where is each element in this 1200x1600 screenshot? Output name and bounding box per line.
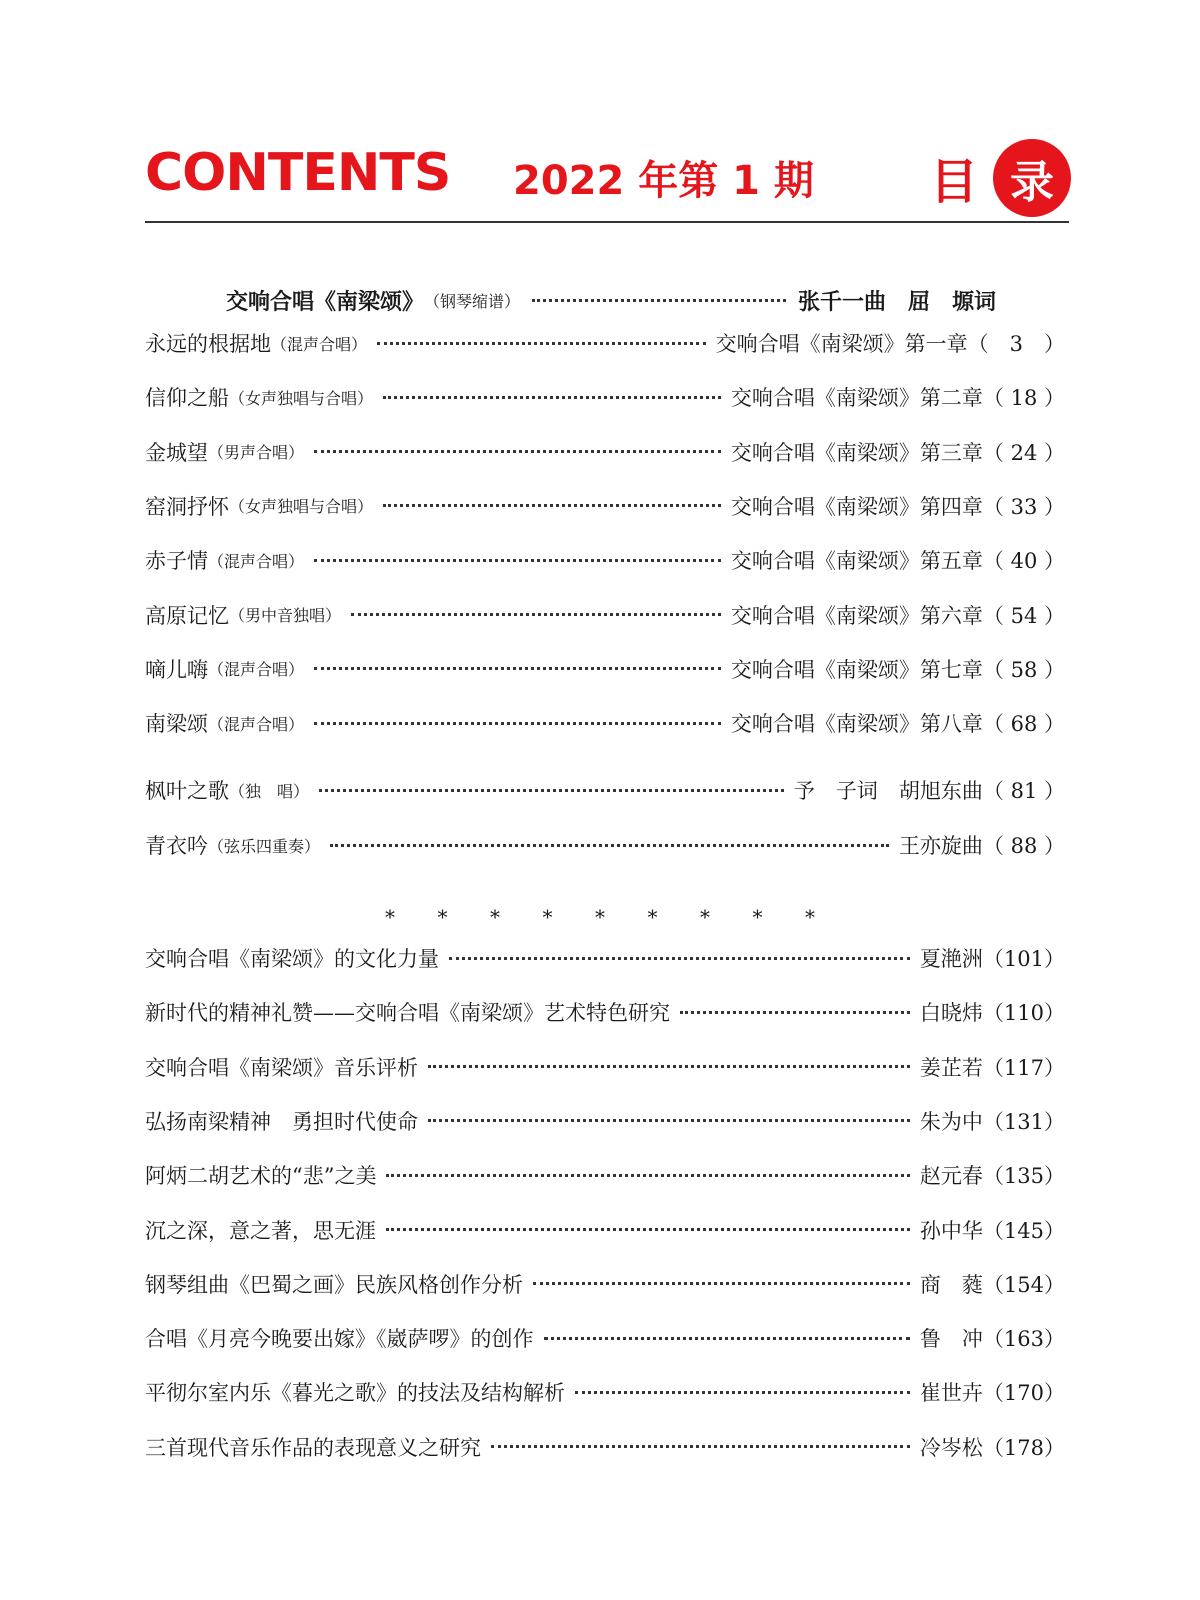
entry-page-ref: 赵元春（135） xyxy=(919,1164,1065,1189)
leader-dots xyxy=(330,844,889,847)
entry-page-ref: 交响合唱《南梁颂》第四章（ 33 ） xyxy=(730,494,1065,519)
issue-label: 2022 年第 1 期 xyxy=(513,158,814,204)
entry-page-ref: 孙中华（145） xyxy=(919,1218,1065,1243)
section-separator xyxy=(385,905,815,929)
toc-entry[interactable] xyxy=(145,595,1065,635)
leader-dots xyxy=(314,722,721,725)
toc-entry[interactable] xyxy=(145,825,1065,865)
separator-star: * xyxy=(700,905,710,929)
leader-dots xyxy=(575,1391,910,1394)
entry-title: 新时代的精神礼赞——交响合唱《南梁颂》艺术特色研究 xyxy=(145,1001,670,1026)
header-divider xyxy=(145,221,1069,223)
entry-page-ref: 交响合唱《南梁颂》第八章（ 68 ） xyxy=(730,712,1065,737)
entry-title: 阿炳二胡艺术的“悲”之美 xyxy=(145,1164,377,1189)
entry-page-ref: 姜芷若（117） xyxy=(919,1055,1065,1080)
entry-page-ref: 商 蕤（154） xyxy=(919,1272,1065,1297)
entry-page-ref: 交响合唱《南梁颂》第二章（ 18 ） xyxy=(730,386,1065,411)
leader-dots xyxy=(428,1119,910,1122)
entry-title: 青衣吟 xyxy=(145,834,208,858)
separator-star: * xyxy=(752,905,763,929)
mulu-circle-badge xyxy=(993,139,1071,217)
entry-page-ref: 鲁 冲（163） xyxy=(919,1327,1065,1352)
leader-dots xyxy=(491,1445,910,1448)
separator-star: * xyxy=(542,905,553,929)
toc-entry[interactable] xyxy=(145,1047,1065,1087)
entry-page-ref: 白晓炜（110） xyxy=(919,1001,1065,1026)
entry-title: 交响合唱《南梁颂》音乐评析 xyxy=(145,1055,418,1080)
entry-title: 三首现代音乐作品的表现意义之研究 xyxy=(145,1435,481,1460)
entry-page-ref: 朱为中（131） xyxy=(919,1109,1065,1134)
toc-entry[interactable] xyxy=(145,1264,1065,1304)
toc-entry[interactable] xyxy=(145,703,1065,743)
page-header xyxy=(145,135,1069,225)
leader-dots xyxy=(383,396,721,399)
toc-entry[interactable] xyxy=(145,1210,1065,1250)
entry-page-ref: 冷岑松（178） xyxy=(919,1435,1065,1460)
entry-note: （混声合唱） xyxy=(271,334,368,354)
toc-entry[interactable] xyxy=(145,540,1065,580)
mulu-char-lu: 录 xyxy=(1010,157,1054,208)
separator-star: * xyxy=(647,905,658,929)
toc-entry[interactable] xyxy=(145,992,1065,1032)
entry-title: 钢琴组曲《巴蜀之画》民族风格创作分析 xyxy=(145,1272,523,1297)
leader-dots xyxy=(319,789,784,792)
entry-note: （女声独唱与合唱） xyxy=(229,497,374,517)
toc-entry[interactable] xyxy=(145,1318,1065,1358)
entry-title: 沉之深，意之著，思无涯 xyxy=(145,1218,376,1243)
separator-star: * xyxy=(595,905,605,929)
entry-title: 赤子情 xyxy=(145,549,208,574)
entry-note: （弦乐四重奏） xyxy=(208,836,321,856)
entry-page-ref: 夏滟洲（101） xyxy=(919,947,1065,971)
toc-entry[interactable] xyxy=(145,1372,1065,1412)
entry-note: （女声独唱与合唱） xyxy=(229,388,374,408)
leader-dots xyxy=(314,450,721,453)
toc-entry[interactable] xyxy=(145,486,1065,526)
entry-title: 永远的根据地 xyxy=(145,332,271,356)
entry-title: 嘀儿嗨 xyxy=(145,657,208,682)
entry-page-ref: 交响合唱《南梁颂》第三章（ 24 ） xyxy=(730,440,1065,465)
leader-dots xyxy=(314,667,721,670)
leader-dots xyxy=(377,342,706,345)
entry-note: （男中音独唱） xyxy=(229,606,342,625)
entry-note: （独 唱） xyxy=(229,781,310,801)
entry-page-ref: 崔世卉（170） xyxy=(919,1381,1065,1406)
entry-title: 南梁颂 xyxy=(145,712,208,737)
leader-dots xyxy=(383,504,721,507)
leader-dots xyxy=(532,299,786,302)
separator-star: * xyxy=(490,905,500,929)
entry-title: 窑洞抒怀 xyxy=(145,494,229,519)
entry-page-ref: 予 子词 胡旭东曲（ 81 ） xyxy=(793,779,1065,803)
mulu-char-mu: 目 xyxy=(930,154,979,210)
entry-note: （混声合唱） xyxy=(208,660,305,680)
leader-dots xyxy=(386,1174,909,1177)
leader-dots xyxy=(544,1337,910,1340)
entry-note: （混声合唱） xyxy=(208,551,305,571)
entry-page-ref: 交响合唱《南梁颂》第七章（ 58 ） xyxy=(730,657,1065,682)
entry-note: （男声合唱） xyxy=(208,443,305,463)
toc-entry[interactable] xyxy=(145,323,1065,363)
leader-dots xyxy=(533,1282,910,1285)
toc-entry[interactable] xyxy=(145,770,1065,810)
entry-note: （混声合唱） xyxy=(208,714,305,734)
entry-title: 交响合唱《南梁颂》的文化力量 xyxy=(145,947,439,971)
suite-note: （钢琴缩谱） xyxy=(424,291,521,311)
entry-page-ref: 交响合唱《南梁颂》第五章（ 40 ） xyxy=(730,549,1065,574)
entry-page-ref: 王亦旋曲（ 88 ） xyxy=(898,834,1065,858)
entry-page-ref: 交响合唱《南梁颂》第一章（ 3 ） xyxy=(715,332,1065,356)
entry-page-ref: 交响合唱《南梁颂》第六章（ 54 ） xyxy=(730,603,1065,628)
separator-star: * xyxy=(385,905,395,929)
toc-entry[interactable] xyxy=(145,377,1065,417)
separator-star: * xyxy=(805,905,815,929)
leader-dots xyxy=(449,957,910,960)
toc-entry[interactable] xyxy=(145,1427,1065,1467)
contents-heading: CONTENTS xyxy=(145,143,451,203)
toc-entry[interactable] xyxy=(145,432,1065,472)
separator-star: * xyxy=(437,905,448,929)
entry-title: 金城望 xyxy=(145,440,208,465)
suite-title: 交响合唱《南梁颂》 xyxy=(226,289,425,315)
leader-dots xyxy=(386,1228,910,1231)
toc-entry[interactable] xyxy=(145,649,1065,689)
leader-dots xyxy=(351,613,721,616)
entry-title: 平彻尔室内乐《暮光之歌》的技法及结构解析 xyxy=(145,1381,565,1406)
entry-title: 枫叶之歌 xyxy=(145,779,229,803)
leader-dots xyxy=(428,1065,910,1068)
suite-entry[interactable] xyxy=(226,280,996,320)
entry-title: 弘扬南梁精神 勇担时代使命 xyxy=(145,1109,418,1134)
toc-entry[interactable] xyxy=(145,1101,1065,1141)
leader-dots xyxy=(680,1011,910,1014)
entry-title: 高原记忆 xyxy=(145,603,229,628)
toc-entry[interactable] xyxy=(145,1155,1065,1195)
suite-credit: 张千一曲 屈 塬词 xyxy=(797,289,996,315)
toc-entry[interactable] xyxy=(145,938,1065,978)
entry-title: 信仰之船 xyxy=(145,386,229,411)
leader-dots xyxy=(314,559,721,562)
entry-title: 合唱《月亮今晚要出嫁》《崴萨啰》的创作 xyxy=(145,1327,534,1352)
